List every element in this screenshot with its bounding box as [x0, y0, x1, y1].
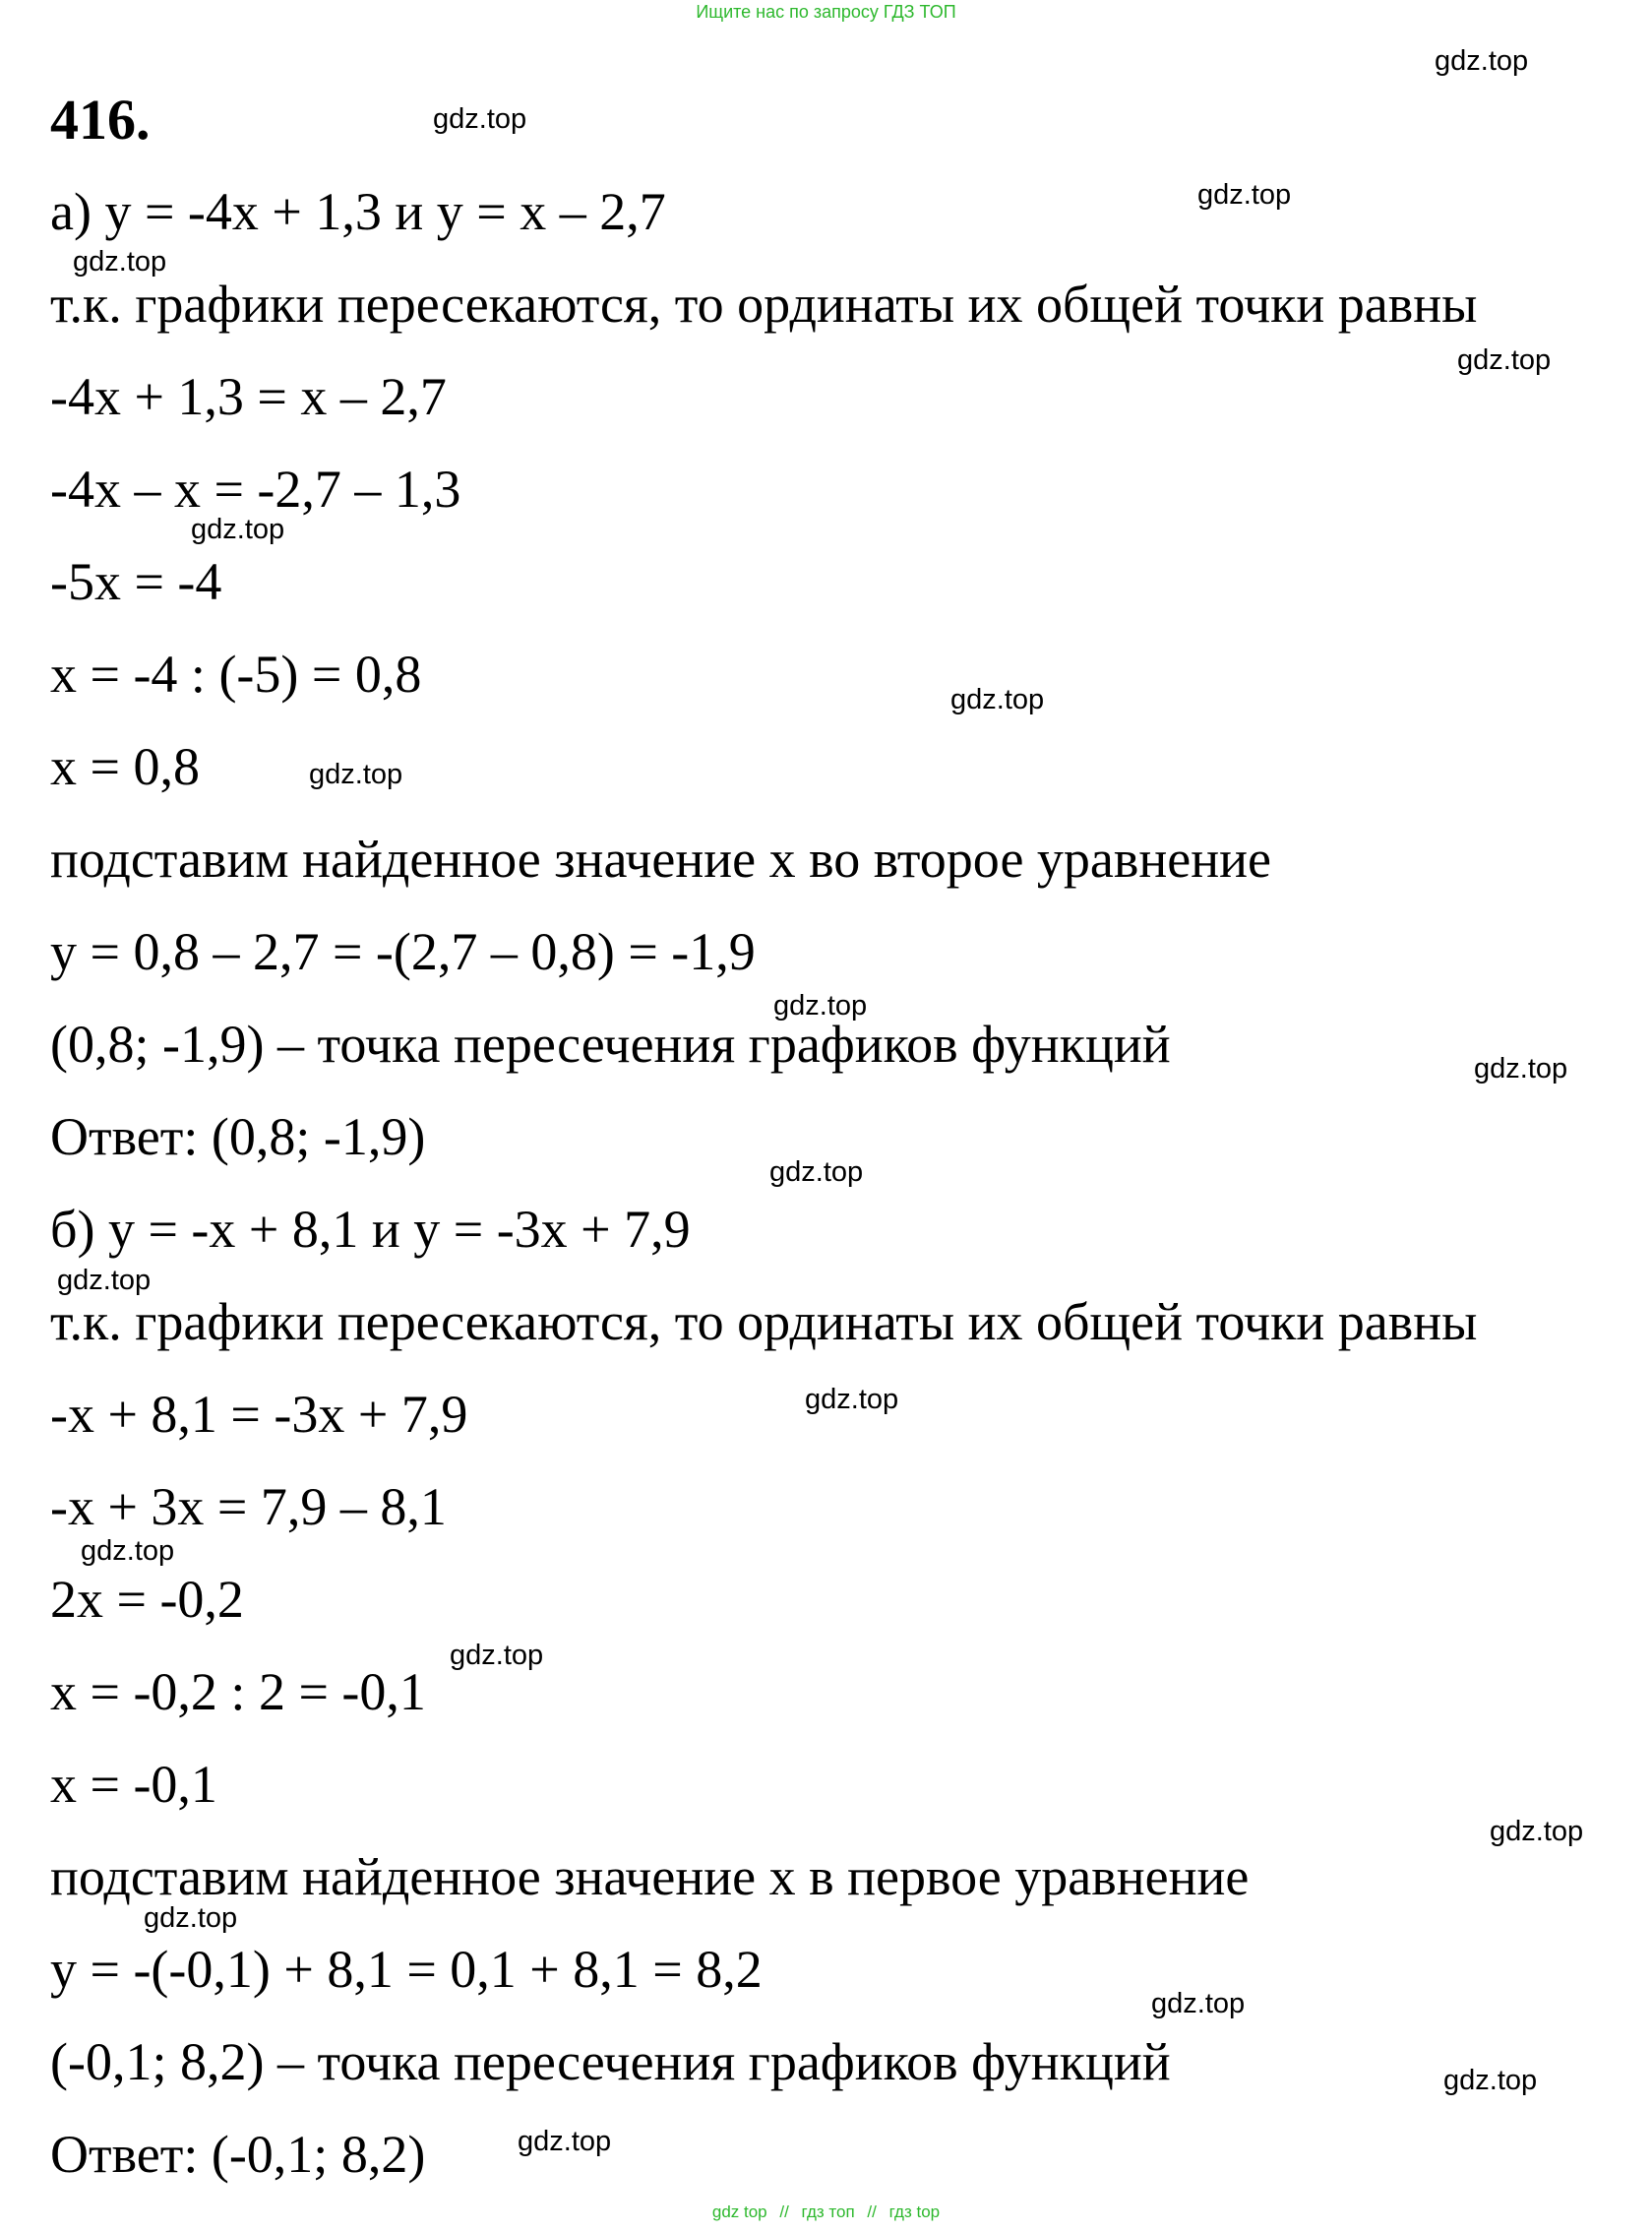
solution-line: y = -(-0,1) + 8,1 = 0,1 + 8,1 = 8,2: [50, 1940, 763, 1999]
solution-line: т.к. графики пересекаются, то ординаты их общей точки равны: [50, 1292, 1478, 1351]
solution-line: -5x = -4: [50, 552, 222, 611]
solution-line: x = -0,2 : 2 = -0,1: [50, 1662, 426, 1721]
watermark: gdz.top: [1490, 1816, 1584, 1847]
footer-item: gdz top: [711, 2202, 767, 2221]
answer-b: Ответ: (-0,1; 8,2): [50, 2125, 426, 2184]
solution-line: 2x = -0,2: [50, 1570, 244, 1629]
watermark: gdz.top: [950, 684, 1045, 715]
watermark: gdz.top: [81, 1535, 175, 1567]
solution-line: подставим найденное значение x во второе уравнение: [50, 830, 1272, 889]
watermark: gdz.top: [309, 759, 403, 790]
solution-line: подставим найденное значение x в первое уравнение: [50, 1847, 1250, 1906]
solution-line: x = -0,1: [50, 1755, 217, 1814]
solution-line: (0,8; -1,9) – точка пересечения графиков функций: [50, 1015, 1171, 1074]
watermark: gdz.top: [57, 1265, 152, 1296]
footer: [0, 2202, 1652, 2222]
solution-line: y = 0,8 – 2,7 = -(2,7 – 0,8) = -1,9: [50, 922, 756, 981]
watermark: gdz.top: [1435, 45, 1529, 77]
watermark: gdz.top: [1457, 344, 1552, 376]
watermark: gdz.top: [773, 990, 868, 1022]
solution-line: x = 0,8: [50, 737, 200, 796]
watermark: gdz.top: [191, 514, 285, 545]
solution-line: x = -4 : (-5) = 0,8: [50, 645, 422, 704]
footer-separator: //: [867, 2202, 877, 2221]
solution-line: т.к. графики пересекаются, то ординаты их общей точки равны: [50, 275, 1478, 334]
watermark: gdz.top: [1443, 2065, 1538, 2096]
solution-line: -4x + 1,3 = x – 2,7: [50, 367, 447, 426]
problem-number: 416.: [50, 88, 151, 152]
watermark: gdz.top: [450, 1640, 544, 1671]
watermark: gdz.top: [1151, 1988, 1246, 2019]
solution-line: -x + 8,1 = -3x + 7,9: [50, 1385, 468, 1444]
solution-line: (-0,1; 8,2) – точка пересечения графиков функций: [50, 2032, 1171, 2091]
solution-line: -x + 3x = 7,9 – 8,1: [50, 1477, 447, 1536]
watermark: gdz.top: [433, 103, 527, 135]
footer-item: гдз top: [888, 2202, 941, 2221]
watermark: gdz.top: [805, 1384, 899, 1415]
watermark: gdz.top: [518, 2126, 612, 2157]
footer-item: гдз топ: [801, 2202, 855, 2221]
part-b-heading: б) y = -x + 8,1 и y = -3x + 7,9: [50, 1200, 691, 1259]
watermark: gdz.top: [144, 1902, 238, 1934]
solution-line: -4x – x = -2,7 – 1,3: [50, 460, 461, 519]
footer-separator: //: [779, 2202, 789, 2221]
watermark: gdz.top: [1197, 179, 1292, 211]
watermark: gdz.top: [769, 1156, 864, 1188]
answer-a: Ответ: (0,8; -1,9): [50, 1107, 426, 1166]
top-banner: Ищите нас по запросу ГДЗ ТОП: [696, 2, 956, 22]
part-a-heading: а) y = -4x + 1,3 и y = x – 2,7: [50, 182, 666, 241]
watermark: gdz.top: [73, 246, 167, 278]
watermark: gdz.top: [1474, 1053, 1568, 1085]
